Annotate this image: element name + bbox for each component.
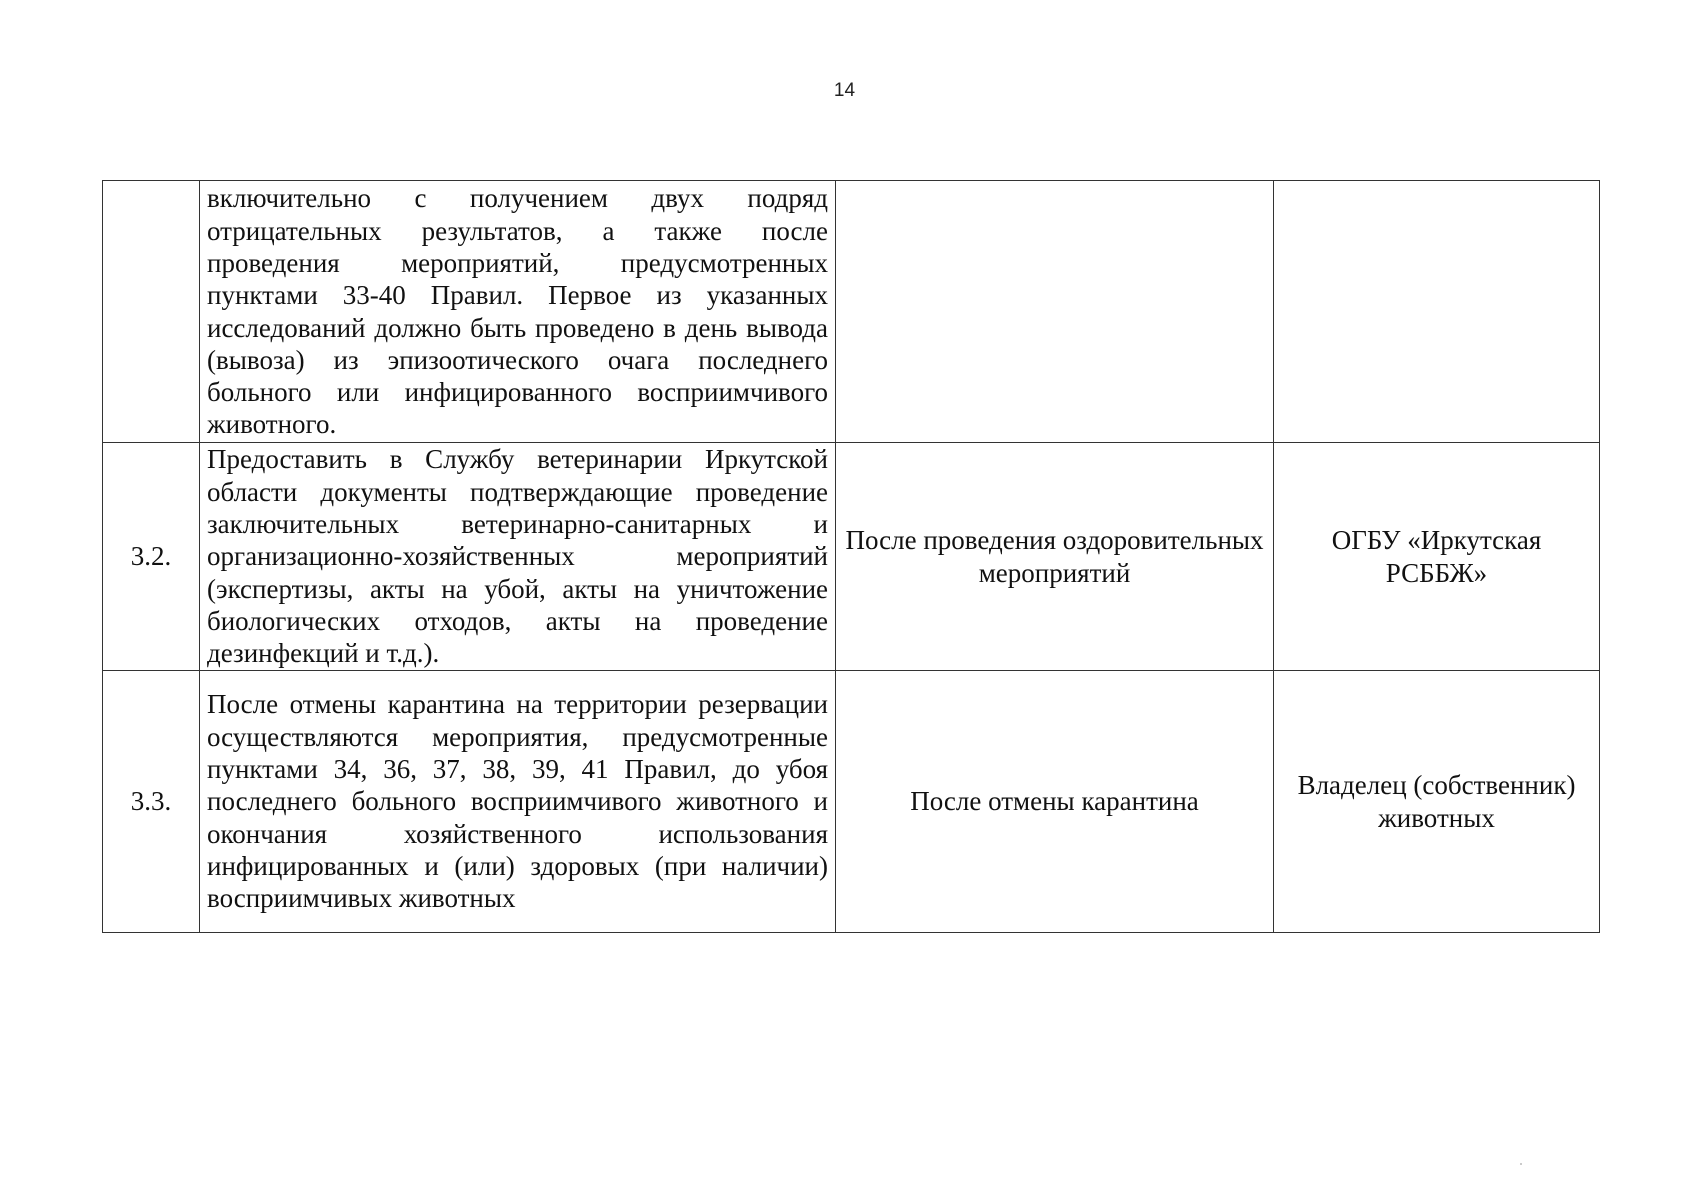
term-cell: После проведения оздоровительных мероприятий	[836, 443, 1274, 671]
table-row	[103, 671, 1600, 933]
responsible-cell: Владелец (собственник) животных	[1274, 671, 1600, 933]
row-number-cell: 3.2.	[103, 443, 200, 671]
table-row	[103, 181, 1600, 443]
measure-text-cell: Предоставить в Службу ветеринарии Иркутской области документы подтверждающие проведение заключительных ветеринарно-санитарных и организационно-хозяйственных мероприятий (экспертизы, акты на убой, акты на уничтожение биологических отходов, акты на проведение дезинфекций и т.д.).	[200, 443, 836, 671]
row-number-cell: 3.3.	[103, 671, 200, 933]
responsible-cell: ОГБУ «Иркутская РСББЖ»	[1274, 443, 1600, 671]
table-row	[103, 443, 1600, 671]
responsible-cell	[1274, 181, 1600, 443]
term-cell	[836, 181, 1274, 443]
measure-text-cell: включительно с получением двух подряд отрицательных результатов, а также после проведения мероприятий, предусмотренных пунктами 33-40 Правил. Первое из указанных исследований должно быть проведено в день вывода (вывоза) из эпизоотического очага последнего больного или инфицированного восприимчивого животного.	[200, 181, 836, 443]
measure-text-cell: После отмены карантина на территории резервации осуществляются мероприятия, предусмотренные пунктами 34, 36, 37, 38, 39, 41 Правил, до убоя последнего больного восприимчивого животного и окончания хозяйственного использования инфицированных и (или) здоровых (при наличии) восприимчивых животных	[200, 671, 836, 933]
page-number: 14	[833, 80, 856, 101]
measures-table	[102, 180, 1600, 933]
scan-artifact	[1520, 1163, 1522, 1165]
row-number-cell	[103, 181, 200, 443]
term-cell: После отмены карантина	[836, 671, 1274, 933]
